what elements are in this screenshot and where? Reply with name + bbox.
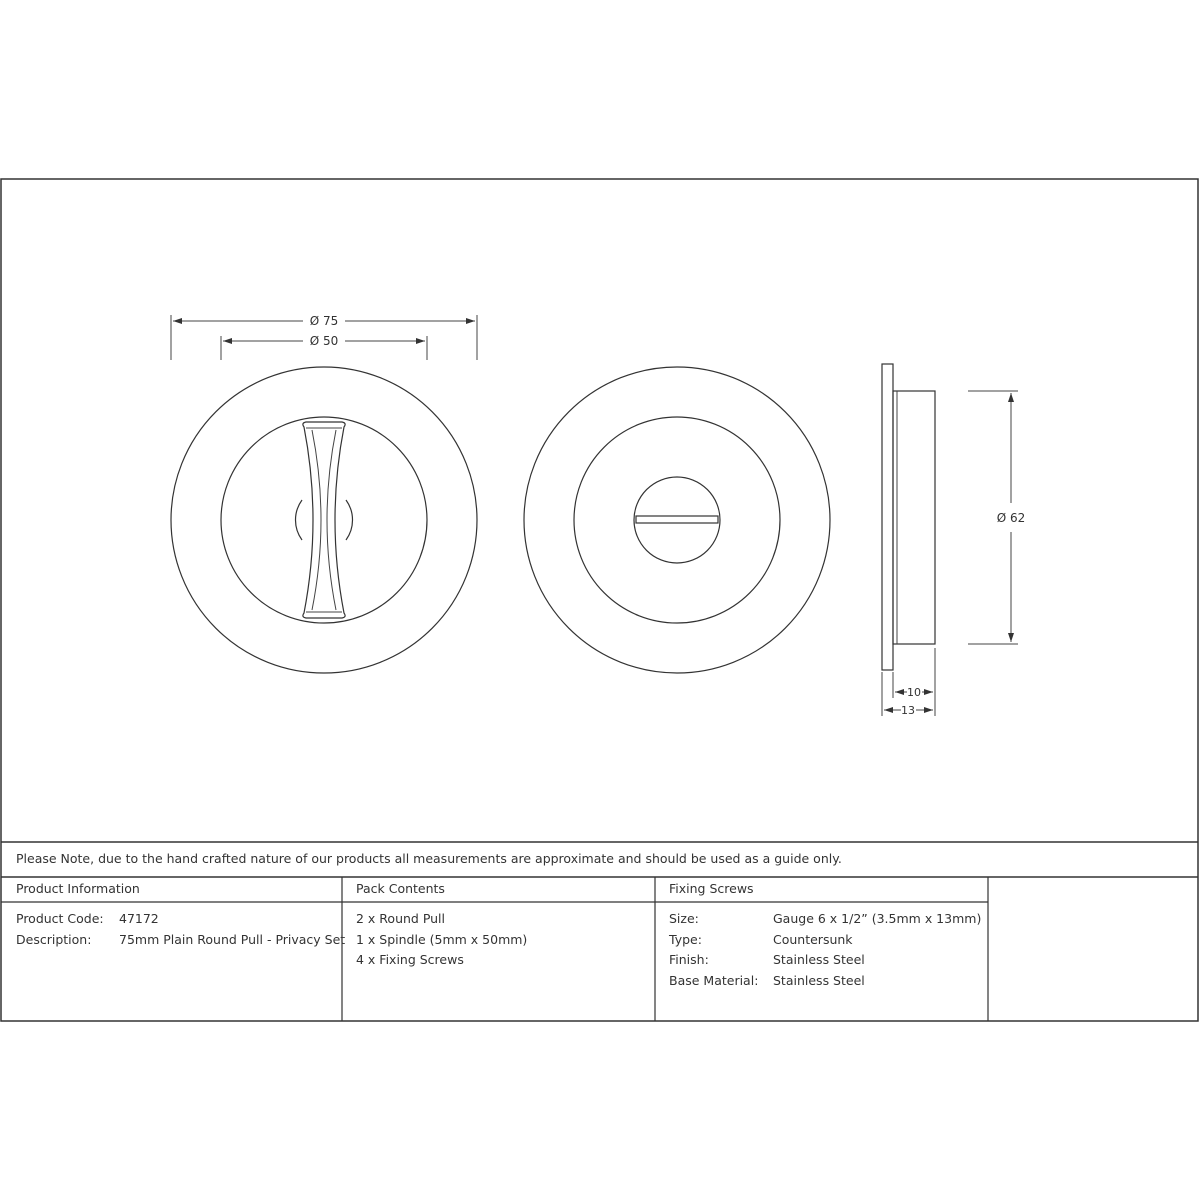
description-label: Description: bbox=[16, 932, 92, 947]
turn-boss bbox=[295, 500, 352, 540]
side-cup-body bbox=[893, 391, 935, 644]
rear-view bbox=[524, 367, 830, 673]
side-diameter-dimension bbox=[968, 391, 1025, 644]
screw-size-label: Size: bbox=[669, 911, 699, 926]
pack-item: 1 x Spindle (5mm x 50mm) bbox=[356, 932, 528, 947]
depth-inner-label: 10 bbox=[907, 686, 921, 699]
release-indicator-circle bbox=[634, 477, 720, 563]
fixing-screws-header: Fixing Screws bbox=[669, 881, 754, 896]
pack-item: 4 x Fixing Screws bbox=[356, 952, 464, 967]
inner-diameter-dimension bbox=[221, 334, 427, 360]
screw-finish-label: Finish: bbox=[669, 952, 709, 967]
measurement-note: Please Note, due to the hand crafted nature of our products all measurements are approximate and should be used as a guide only. bbox=[16, 851, 842, 866]
release-slot bbox=[636, 516, 718, 523]
depth-dimensions bbox=[882, 648, 935, 717]
description-value: 75mm Plain Round Pull - Privacy Set bbox=[119, 932, 346, 947]
rear-outer-circle bbox=[524, 367, 830, 673]
inner-diameter-label: Ø 50 bbox=[309, 334, 339, 348]
info-table bbox=[1, 842, 1198, 1021]
outer-diameter-label: Ø 75 bbox=[309, 314, 339, 328]
side-view bbox=[882, 364, 1025, 717]
privacy-turn bbox=[303, 422, 345, 618]
screw-finish-value: Stainless Steel bbox=[773, 952, 865, 967]
inner-cup-circle bbox=[221, 417, 427, 623]
side-flange bbox=[882, 364, 893, 670]
screw-type-value: Countersunk bbox=[773, 932, 853, 947]
rear-inner-circle bbox=[574, 417, 780, 623]
screw-type-label: Type: bbox=[669, 932, 702, 947]
product-info-header: Product Information bbox=[16, 881, 140, 896]
side-diameter-label: Ø 62 bbox=[996, 511, 1026, 525]
drawing-frame bbox=[1, 179, 1198, 1021]
outer-rose-circle bbox=[171, 367, 477, 673]
screw-size-value: Gauge 6 x 1/2” (3.5mm x 13mm) bbox=[773, 911, 982, 926]
pack-item: 2 x Round Pull bbox=[356, 911, 446, 926]
depth-outer-label: 13 bbox=[901, 704, 915, 717]
screw-base-material-label: Base Material: bbox=[669, 973, 759, 988]
product-code-value: 47172 bbox=[119, 911, 159, 926]
screw-base-material-value: Stainless Steel bbox=[773, 973, 865, 988]
pack-contents-header: Pack Contents bbox=[356, 881, 445, 896]
front-view bbox=[171, 314, 477, 673]
product-code-label: Product Code: bbox=[16, 911, 104, 926]
